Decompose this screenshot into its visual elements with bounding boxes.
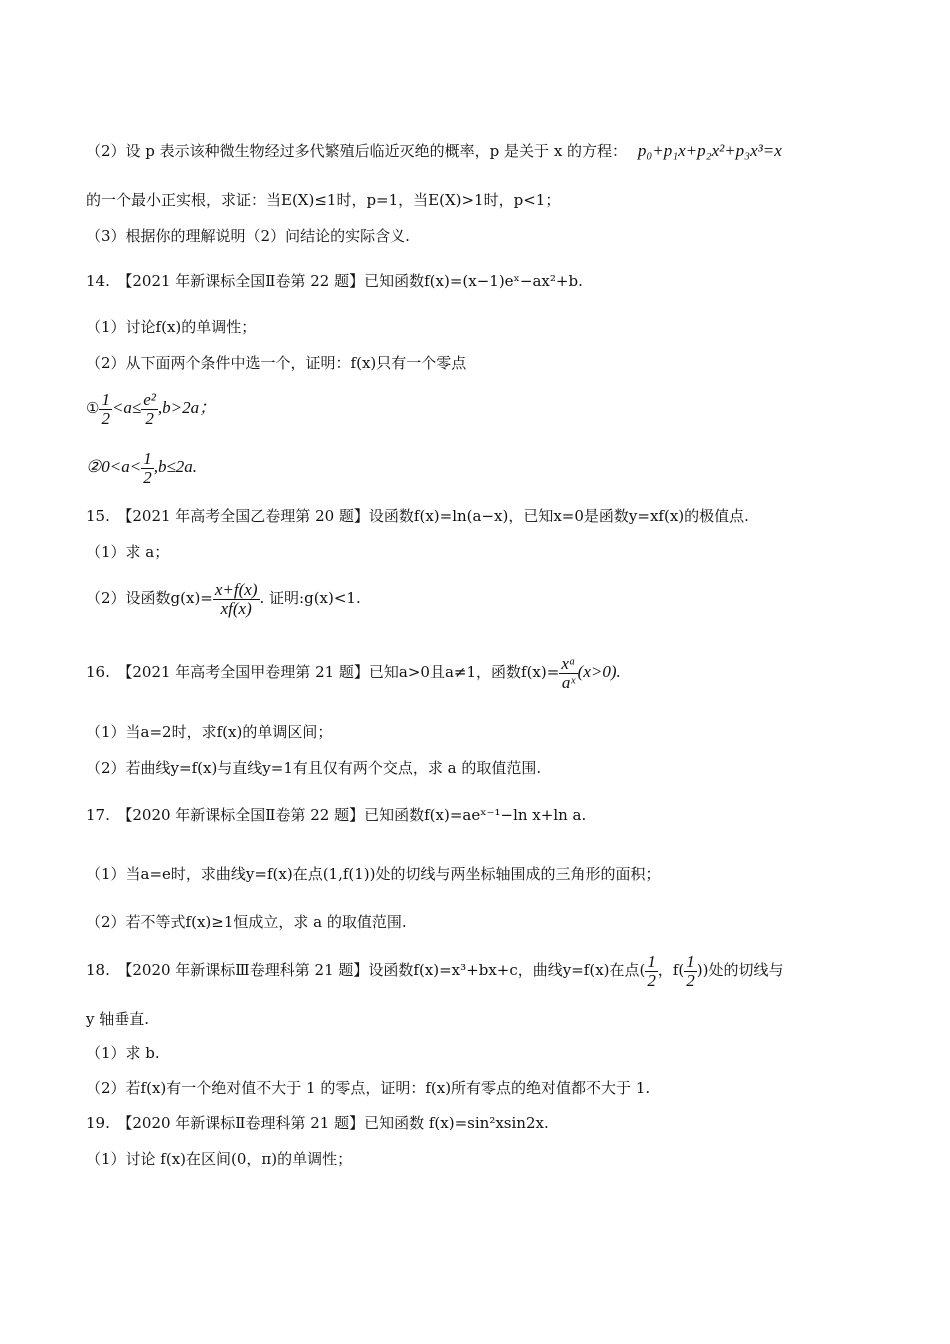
fraction: $\frac{1}{2}$: [647, 951, 656, 990]
q14-part2: （2）从下面两个条件中选一个，证明：f(x)只有一个零点: [86, 354, 467, 372]
q17-title: 17. 【2020 年新课标全国Ⅱ卷第 22 题】已知函数f(x)=aeˣ⁻¹−ln x+ln a.: [86, 806, 587, 824]
q14-title: 14. 【2021 年新课标全国Ⅱ卷第 22 题】已知函数f(x)=(x−1)eˣ−ax²+b.: [86, 272, 583, 290]
q14-condition2: ②0<a< $\frac{1}{2}$ ,b≤2a.: [86, 448, 198, 487]
q16-title: 16. 【2021 年高考全国甲卷理第 21 题】已知a>0且a≠1，函数f(x)= $\frac{\text{xᵃ}}{\text{aˣ}}$ (x>0).: [86, 653, 621, 692]
q13-part3: （3）根据你的理解说明（2）问结论的实际含义.: [86, 227, 410, 245]
q16-part1: （1）当a=2时，求f(x)的单调区间；: [86, 723, 333, 741]
q18-title: 18. 【2020 年新课标Ⅲ卷理科第 21 题】设函数f(x)=x³+bx+c，曲线y=f(x)在点( $\frac{1}{2}$ ，f( $\frac{1}{2}$ ))处的切线与: [86, 951, 784, 990]
q15-title: 15. 【2021 年高考全国乙卷理第 20 题】设函数f(x)=ln(a−x)，已知x=0是函数y=xf(x)的极值点.: [86, 507, 749, 525]
q19-title: 19. 【2020 年新课标Ⅱ卷理科第 21 题】已知函数 f(x)=sin²xsin2x.: [86, 1114, 549, 1132]
q13-part2-line2: 的一个最小正实根，求证：当E(X)≤1时，p=1，当E(X)>1时，p<1；: [86, 191, 561, 209]
q15-part2: （2）设函数g(x)= $\frac{x+f(x)}{xf(x)}$ . 证明:g(x)<1.: [86, 579, 361, 618]
q18-part2: （2）若f(x)有一个绝对值不大于 1 的零点，证明：f(x)所有零点的绝对值都不大于 1.: [86, 1079, 651, 1097]
q18-part1: （1）求 b.: [86, 1044, 160, 1062]
fraction: $\frac{1}{2}$: [143, 448, 152, 487]
q14-condition1: ① $\frac{1}{2}$ <a≤ $\frac{\text{e²}}{2}$ ,b>2a；: [86, 389, 217, 428]
q19-part1: （1）讨论 f(x)在区间(0，π)的单调性；: [86, 1150, 353, 1168]
q13-part2-line1: （2）设 p 表示该种微生物经过多代繁殖后临近灭绝的概率，p 是关于 x 的方程： p₀+p₁x+p₂x²+p₃x³=x: [86, 141, 782, 160]
q15-part1: （1）求 a；: [86, 543, 170, 561]
q18-continuation: y 轴垂直.: [86, 1010, 150, 1028]
fraction: $\frac{1}{2}$: [101, 389, 110, 428]
fraction: $\frac{\text{e²}}{2}$: [143, 389, 156, 428]
q16-part2: （2）若曲线y=f(x)与直线y=1有且仅有两个交点，求 a 的取值范围.: [86, 759, 542, 777]
fraction: $\frac{1}{2}$: [686, 951, 695, 990]
fraction: $\frac{x+f(x)}{xf(x)}$: [214, 579, 258, 618]
q14-part1: （1）讨论f(x)的单调性；: [86, 318, 257, 336]
q17-part2: （2）若不等式f(x)≥1恒成立，求 a 的取值范围.: [86, 913, 407, 931]
q17-part1: （1）当a=e时，求曲线y=f(x)在点(1,f(1))处的切线与两坐标轴围成的三角形的面积；: [86, 865, 661, 883]
fraction: $\frac{\text{xᵃ}}{\text{aˣ}}$: [561, 653, 576, 692]
